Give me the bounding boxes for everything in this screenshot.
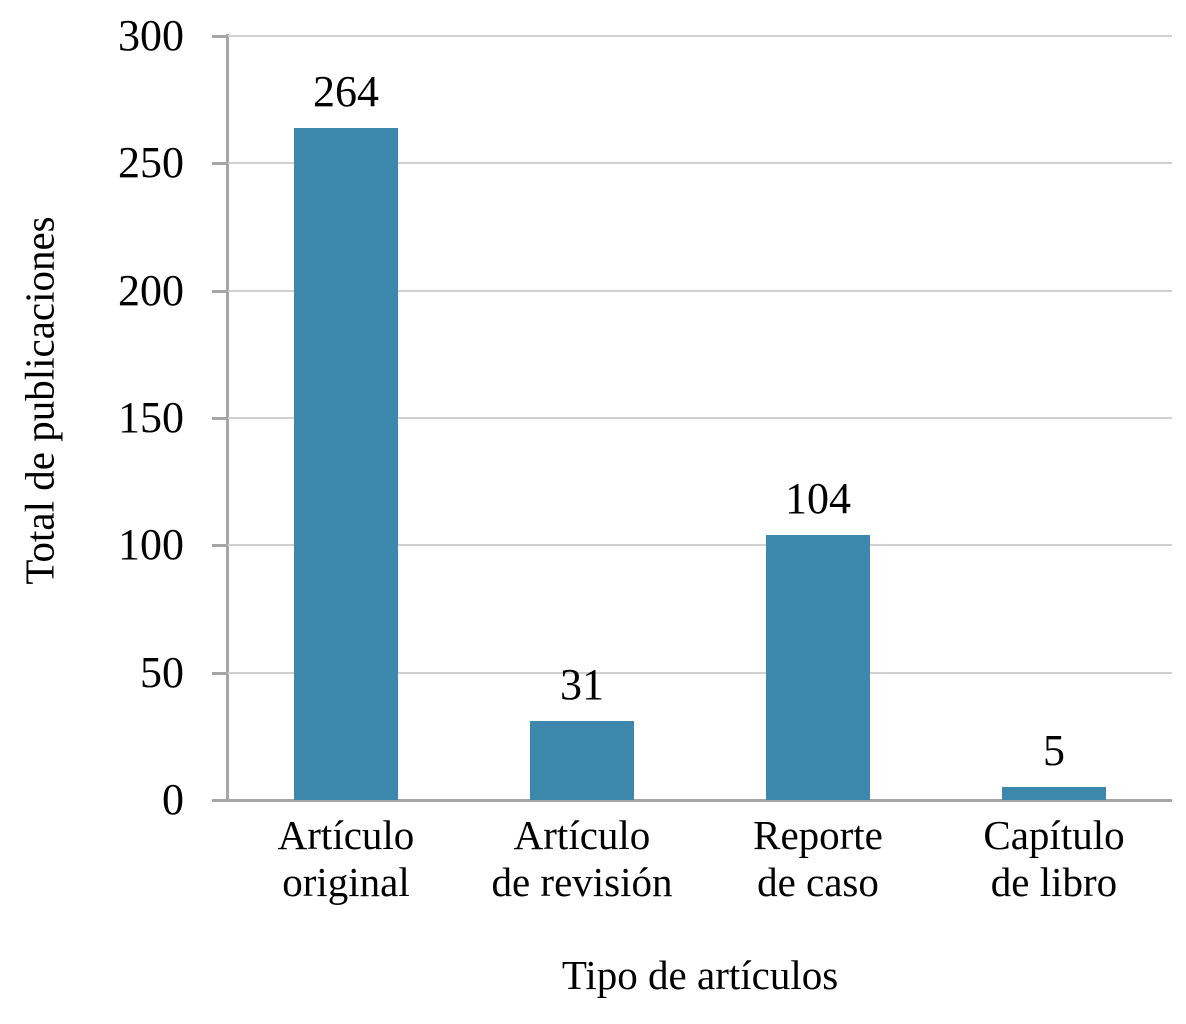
x-tick-label-line: original [282,859,410,906]
x-tick-label [700,812,936,906]
bar-slot [700,36,936,800]
y-tick-label: 250 [118,138,184,188]
y-tick-mark [212,162,228,165]
bar-slot [464,36,700,800]
bar-slot [228,36,464,800]
bar[interactable] [294,128,398,800]
y-tick-label: 100 [118,520,184,570]
x-tick-labels [228,812,1172,932]
bar-value-label: 104 [785,474,851,524]
x-tick-label-line: Reporte [753,812,883,858]
y-tick-label: 300 [118,11,184,60]
y-axis-title-text: Total de publicaciones [16,215,63,585]
y-tick-mark [212,290,228,293]
bar-series [228,36,1172,800]
bar-value-label: 5 [1043,726,1065,776]
y-tick-mark [212,672,228,675]
y-tick-mark [212,544,228,547]
x-tick-label [464,812,700,906]
x-tick-label-line: Capítulo [983,812,1125,858]
y-tick-label: 50 [140,647,184,697]
y-tick-label: 200 [118,265,184,315]
bar-value-label: 31 [560,660,604,710]
y-tick-mark [212,35,228,38]
bar[interactable] [766,535,870,800]
bar[interactable] [1002,787,1106,800]
x-tick-label-line: Artículo [513,812,651,858]
x-tick-label-line: de libro [990,859,1118,906]
x-tick-label-line: de caso [757,859,879,906]
x-tick-label-line: de revisión [491,859,673,906]
y-tick-label: 0 [162,775,184,824]
bar[interactable] [530,721,634,800]
y-tick-mark [212,417,228,420]
x-tick-label [228,812,464,906]
x-tick-label-line: Artículo [277,812,415,858]
x-tick-label [936,812,1172,906]
bar-slot [936,36,1172,800]
y-tick-labels [0,0,200,1024]
y-tick-label: 150 [118,393,184,442]
y-tick-mark [212,799,228,802]
bar-value-label: 264 [313,66,379,116]
x-axis-title [228,952,1172,998]
x-axis-title-text: Tipo de artículos [561,952,839,998]
